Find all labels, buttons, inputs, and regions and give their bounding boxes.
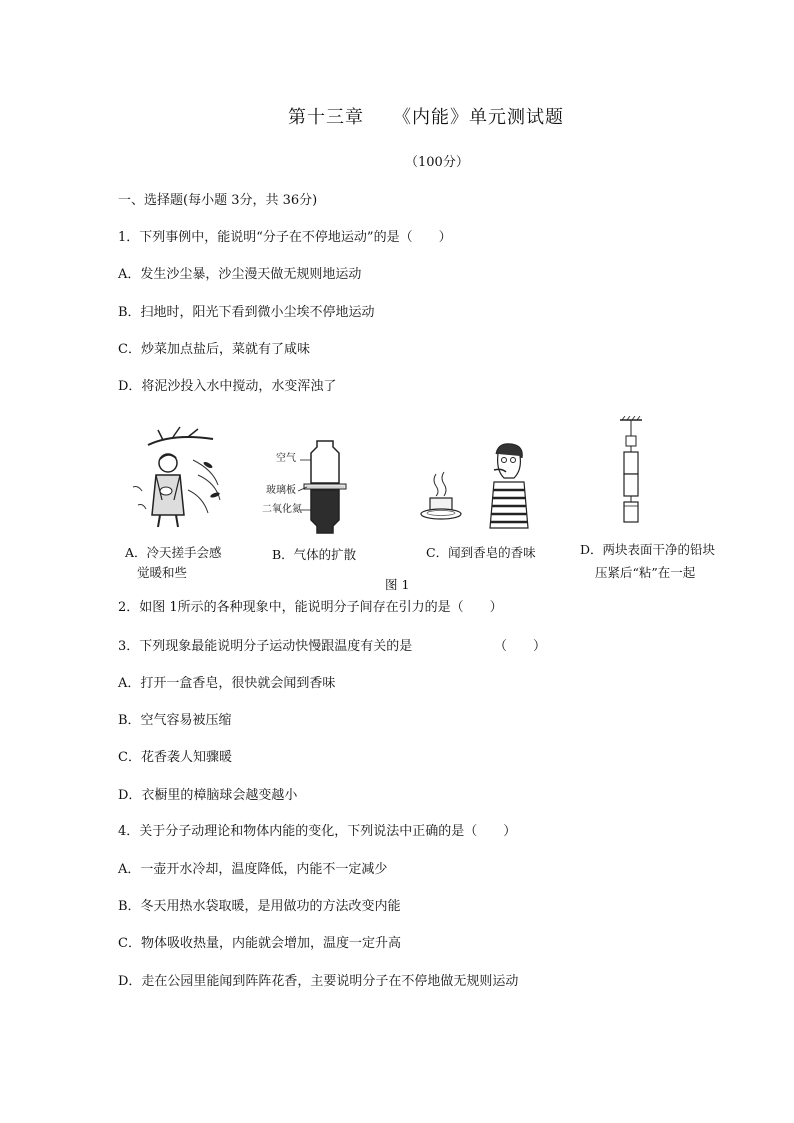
- label-air: 空气: [276, 453, 296, 464]
- question-3-stem: 3．下列现象最能说明分子运动快慢跟温度有关的是: [118, 639, 413, 654]
- figure-1-caption: 图 1: [385, 577, 410, 592]
- question-3-option-b: B．空气容易被压缩: [118, 713, 232, 728]
- caption-a-line2: 觉暖和些: [137, 565, 188, 580]
- question-4-option-d: D．走在公园里能闻到阵阵花香，主要说明分子在不停地做无规则运动: [118, 974, 519, 989]
- page-title: 第十三章 《内能》单元测试题: [288, 107, 564, 128]
- caption-b: B．气体的扩散: [272, 547, 357, 562]
- section-heading: 一、选择题(每小题 3分，共 36分): [118, 193, 318, 208]
- question-1-option-d: D．将泥沙投入水中搅动，水变浑浊了: [118, 379, 337, 394]
- caption-a-line1: A．冷天搓手会感: [125, 545, 222, 560]
- question-1-option-b: B．扫地时，阳光下看到微小尘埃不停地运动: [118, 305, 375, 320]
- question-4-option-c: C．物体吸收热量，内能就会增加，温度一定升高: [118, 936, 401, 951]
- figure-c-soap-image: [418, 468, 468, 523]
- question-3-answer-paren: （ ）: [494, 639, 547, 654]
- figure-a-rubbing-hands-image: [118, 425, 228, 530]
- caption-c: C．闻到香皂的香味: [426, 545, 536, 560]
- figure-d-lead-blocks-image: [616, 416, 646, 528]
- caption-d-line1: D．两块表面干净的铅块: [580, 542, 716, 557]
- question-3-option-c: C．花香袭人知骤暖: [118, 750, 232, 765]
- question-4-option-a: A．一壶开水冷却，温度降低，内能不一定减少: [118, 862, 388, 877]
- question-2-stem: 2．如图 1所示的各种现象中，能说明分子间存在引力的是（ ）: [118, 600, 503, 615]
- question-1-option-a: A．发生沙尘暴，沙尘漫天做无规则地运动: [118, 267, 362, 282]
- question-1-stem: 1．下列事例中，能说明“分子在不停地运动”的是（ ）: [118, 230, 452, 245]
- question-4-option-b: B．冬天用热水袋取暖，是用做功的方法改变内能: [118, 899, 401, 914]
- question-4-stem: 4．关于分子动理论和物体内能的变化，下列说法中正确的是（ ）: [118, 824, 517, 839]
- question-3-option-a: A．打开一盒香皂，很快就会闻到香味: [118, 676, 336, 691]
- caption-d-line2: 压紧后“粘”在一起: [595, 565, 696, 580]
- label-glass-plate: 玻璃板: [266, 485, 296, 496]
- label-nitrogen-dioxide: 二氧化氮: [262, 504, 302, 515]
- total-score: （100分）: [405, 155, 469, 170]
- question-1-option-c: C．炒菜加点盐后，菜就有了咸味: [118, 342, 310, 357]
- figure-c-person-smelling-image: [484, 440, 534, 530]
- question-3-option-d: D．衣橱里的樟脑球会越变越小: [118, 788, 298, 803]
